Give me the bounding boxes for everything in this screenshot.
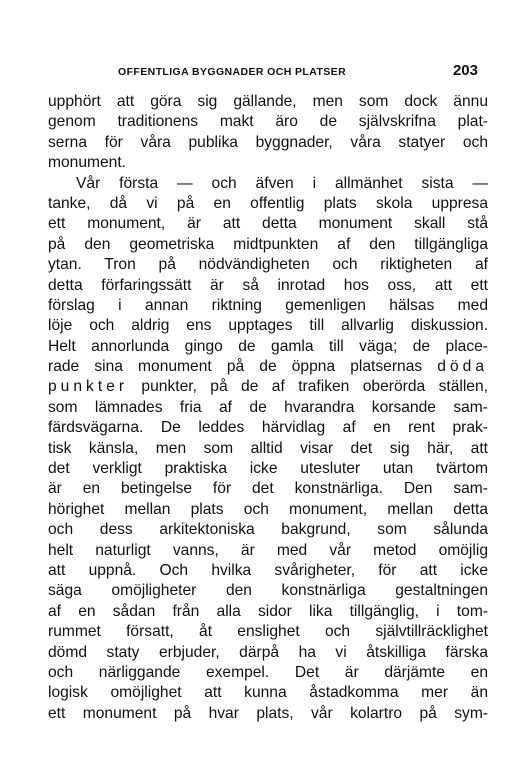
text-line: dömd staty erbjuder, därpå ha vi åtskilliga färska (48, 643, 488, 661)
text-line: som lämnades fria af de hvarandra korsande sam- (48, 398, 488, 416)
text-line: genom traditionens makt äro de självskrifna plat- (48, 113, 488, 131)
text-line: tisk känsla, men som alltid visar det sig här, att (48, 439, 488, 457)
text-line: ytan. Tron på nödvändigheten och riktigheten af (48, 256, 488, 274)
text-line: tanke, då vi på en offentlig plats skola uppresa (48, 194, 488, 212)
text-line: förslag i annan riktning gemenligen hälsas med (48, 296, 488, 314)
text-line: ett monument, är att detta monument skall stå (48, 215, 488, 233)
text-line: logisk omöjlighet att kunna åstadkomma mer än (48, 684, 488, 702)
text-line: detta förfaringssätt är så inrotad hos oss, att ett (48, 276, 488, 294)
line-text: punkter, på de af trafiken oberörda ställen, (141, 378, 488, 396)
text-line: färdsvägarna. De leddes härvidlag af en rent prak- (48, 419, 488, 437)
text-line: och dess arkitektoniska bakgrund, som sålunda (48, 521, 488, 539)
text-line-with-spaced-word (48, 377, 488, 397)
text-line: är en betingelse för det konstnärliga. Den sam- (48, 480, 488, 498)
running-title: OFFENTLIGA BYGGNADER OCH PLATSER (118, 66, 347, 78)
text-line: Vår första — och äfven i allmänhet sista — (76, 174, 488, 192)
text-line: det verkligt praktiska icke utesluter utan tvärtom (48, 460, 488, 478)
text-line: af en sådan från alla sidor lika tillgänglig, i tom- (48, 602, 488, 620)
text-line: helt naturligt vanns, är med vår metod omöjlig (48, 541, 488, 559)
text-line: ett monument på hvar plats, vår kolartro på sym- (48, 704, 488, 722)
text-line: monument. (48, 154, 127, 172)
text-line: på den geometriska midtpunkten af den tillgängliga (48, 235, 488, 253)
text-line: att uppnå. Och hvilka svårigheter, för att icke (48, 561, 488, 579)
text-line: och närliggande exempel. Det är därjämte en (48, 663, 488, 681)
text-line: serna för våra publika byggnader, våra statyer och (48, 133, 488, 151)
text-line: rummet försatt, åt enslighet och självtillräcklighet (48, 623, 488, 641)
text-line: löje och aldrig ens upptages till allvarlig diskussion. (48, 317, 488, 335)
running-head (48, 62, 488, 82)
text-line-with-spaced-word (48, 357, 488, 377)
spaced-word: punkter (48, 378, 129, 396)
text-line: säga omöjligheter den konstnärliga gestaltningen (48, 582, 488, 600)
body-text (48, 92, 488, 724)
line-text: rade sina monument på de öppna platsernas (48, 358, 423, 376)
page-number: 203 (452, 62, 478, 79)
spaced-word: döda (437, 358, 488, 376)
text-line: upphört att göra sig gällande, men som dock ännu (48, 93, 488, 110)
text-line: hörighet mellan plats och monument, mellan detta (48, 500, 488, 518)
text-line: Helt annorlunda gingo de gamla till väga; de place- (48, 337, 488, 355)
